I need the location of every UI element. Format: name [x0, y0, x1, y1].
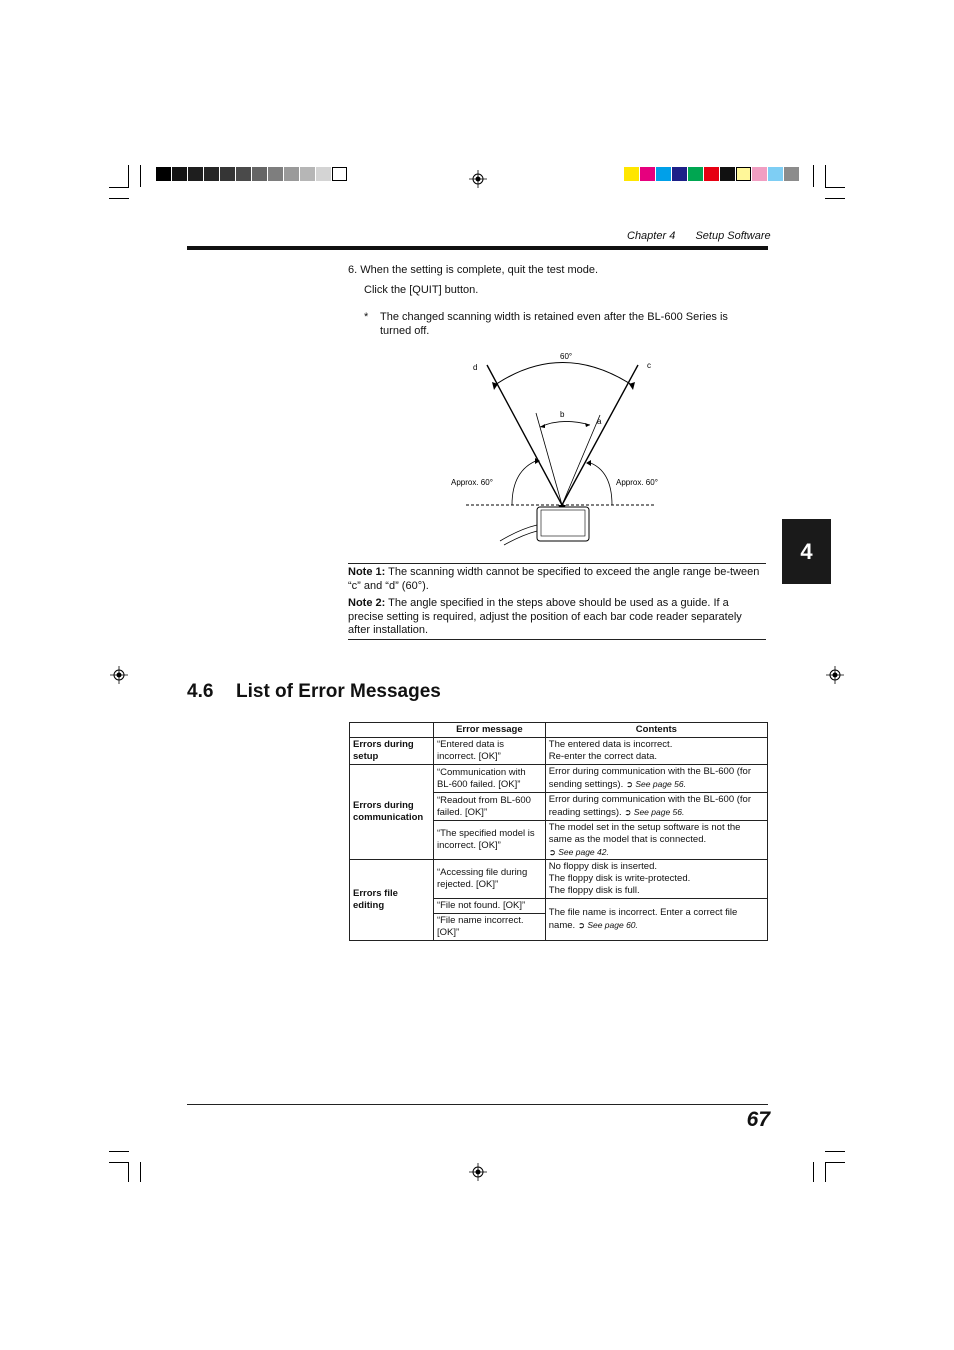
step-line-1: 6. When the setting is complete, quit the test mode.: [348, 264, 599, 276]
crop-mark: [109, 1162, 129, 1163]
ray-label-a: a: [597, 417, 602, 426]
contents-cell: [545, 899, 767, 941]
color-swatch: [768, 167, 783, 181]
color-swatch: [300, 167, 315, 181]
header-rule: [187, 246, 768, 250]
crop-mark: [109, 198, 129, 199]
reference-arrow-icon: ➲: [577, 920, 585, 930]
category-cell: Errors file editing: [350, 860, 434, 941]
color-swatch: [624, 167, 639, 181]
message-cell: “Entered data is incorrect. [OK]”: [433, 738, 545, 765]
color-swatch: [656, 167, 671, 181]
note-2-label: Note 2:: [348, 597, 386, 609]
table-row: [350, 860, 768, 899]
error-messages-table: [349, 722, 768, 941]
note-2: [348, 597, 766, 638]
header-section: Setup Software: [695, 230, 771, 242]
chapter-tab: 4: [782, 519, 831, 584]
contents-line: The entered data is incorrect.: [548, 739, 673, 750]
note-2-text: The angle specified in the steps above should be used as a guide. If a precise setting is required, adjust the position of each bar code reader separately after installation.: [348, 597, 742, 636]
asterisk-mark: *: [364, 311, 369, 323]
crop-mark: [813, 165, 814, 187]
contents-cell: [545, 793, 767, 821]
contents-text: The file name is incorrect. Enter a correct file name.: [548, 907, 738, 931]
table-header-row: [350, 723, 768, 738]
ray-label-b: b: [560, 410, 565, 419]
crop-mark: [825, 1151, 845, 1152]
footer-rule: [187, 1104, 768, 1105]
crop-mark: [140, 165, 141, 187]
table-header-cell: Error message: [433, 723, 545, 738]
page-number: 67: [746, 1108, 770, 1131]
ray-label-d: d: [473, 363, 478, 372]
angle-label-right: Approx. 60°: [616, 478, 658, 487]
crop-mark: [825, 165, 826, 187]
notes-top-rule: [348, 563, 766, 564]
color-swatch: [252, 167, 267, 181]
ray-label-c: c: [647, 361, 651, 370]
contents-line: The floppy disk is write-protected.: [548, 873, 691, 884]
table-row: [350, 765, 768, 793]
section-title: List of Error Messages: [236, 681, 441, 702]
contents-cell: [545, 860, 767, 899]
color-swatch: [188, 167, 203, 181]
crop-mark: [825, 187, 845, 188]
reference-arrow-icon: ➲: [548, 847, 556, 857]
color-swatch: [640, 167, 655, 181]
color-swatch: [284, 167, 299, 181]
color-swatch: [236, 167, 251, 181]
contents-text: The model set in the setup software is not the same as the model that is connected.: [548, 822, 741, 845]
color-swatch: [172, 167, 187, 181]
page-reference: [624, 807, 684, 817]
crop-mark: [128, 165, 129, 187]
reference-text: See page 56.: [635, 779, 686, 789]
color-swatch: [752, 167, 767, 181]
crop-mark: [813, 1162, 814, 1182]
angle-label-top: 60°: [560, 352, 573, 361]
crop-mark: [140, 1162, 141, 1182]
section-number: 4.6: [187, 681, 214, 702]
contents-text: Error during communication with the BL-600 (for sending settings).: [548, 766, 751, 790]
scan-angle-diagram: [440, 345, 680, 550]
crop-mark: [128, 1162, 129, 1182]
reference-text: See page 56.: [633, 807, 685, 817]
page-reference: [626, 779, 686, 789]
color-swatch: [672, 167, 687, 181]
color-swatch: [704, 167, 719, 181]
message-cell: “Communication with BL-600 failed. [OK]”: [433, 765, 545, 793]
reference-arrow-icon: ➲: [624, 807, 632, 817]
page-reference: [549, 846, 764, 858]
color-swatch: [156, 167, 171, 181]
note-1-label: Note 1:: [348, 566, 386, 578]
note-1-text: The scanning width cannot be specified to exceed the angle range be-tween “c” and “d” (60°).: [348, 566, 760, 592]
table-header-cell: Contents: [545, 723, 767, 738]
reference-arrow-icon: ➲: [625, 779, 633, 789]
crop-mark: [109, 1151, 129, 1152]
table-row: [350, 738, 768, 765]
contents-line: No floppy disk is inserted.: [548, 861, 658, 872]
contents-cell: [545, 738, 767, 765]
color-swatch: [220, 167, 235, 181]
registration-mark-icon: [826, 666, 844, 684]
step-line-2: Click the [QUIT] button.: [364, 284, 479, 296]
angle-label-left: Approx. 60°: [451, 478, 493, 487]
step-asterisk-note: The changed scanning width is retained even after the BL-600 Series is turned off.: [380, 311, 728, 337]
message-cell: “File not found. [OK]”: [433, 899, 545, 914]
crop-mark: [825, 198, 845, 199]
contents-line: Re-enter the correct data.: [548, 751, 658, 762]
reference-text: See page 60.: [587, 920, 638, 930]
color-swatch: [316, 167, 331, 181]
registration-mark-icon: [469, 170, 487, 188]
category-cell: Errors during communication: [350, 765, 434, 860]
table-header-cell: [350, 723, 434, 738]
contents-cell: [545, 765, 767, 793]
color-swatch: [784, 167, 799, 181]
header-chapter: Chapter 4: [627, 230, 676, 242]
contents-line: The floppy disk is full.: [548, 885, 640, 896]
color-swatch: [720, 167, 735, 181]
message-cell: “Readout from BL-600 failed. [OK]”: [433, 793, 545, 821]
message-cell: “File name incorrect. [OK]”: [433, 914, 545, 941]
reference-text: See page 42.: [558, 847, 609, 857]
crop-mark: [109, 187, 129, 188]
section-heading: [187, 681, 441, 703]
color-swatch: [736, 167, 751, 181]
message-cell: “The specified model is incorrect. [OK]”: [433, 821, 545, 860]
contents-text: Error during communication with the BL-600 (for reading settings).: [548, 794, 751, 818]
color-swatch: [688, 167, 703, 181]
page-reference: [578, 920, 638, 930]
color-swatch: [204, 167, 219, 181]
color-swatch: [268, 167, 283, 181]
crop-mark: [825, 1162, 845, 1163]
registration-mark-icon: [110, 666, 128, 684]
message-cell: “Accessing file during rejected. [OK]”: [433, 860, 545, 899]
note-1: [348, 566, 766, 593]
category-cell: Errors during setup: [350, 738, 434, 765]
contents-cell: [545, 821, 767, 860]
notes-bottom-rule: [348, 639, 766, 640]
running-header: [627, 230, 771, 242]
crop-mark: [825, 1162, 826, 1182]
color-swatch: [332, 167, 347, 181]
registration-mark-icon: [469, 1163, 487, 1181]
